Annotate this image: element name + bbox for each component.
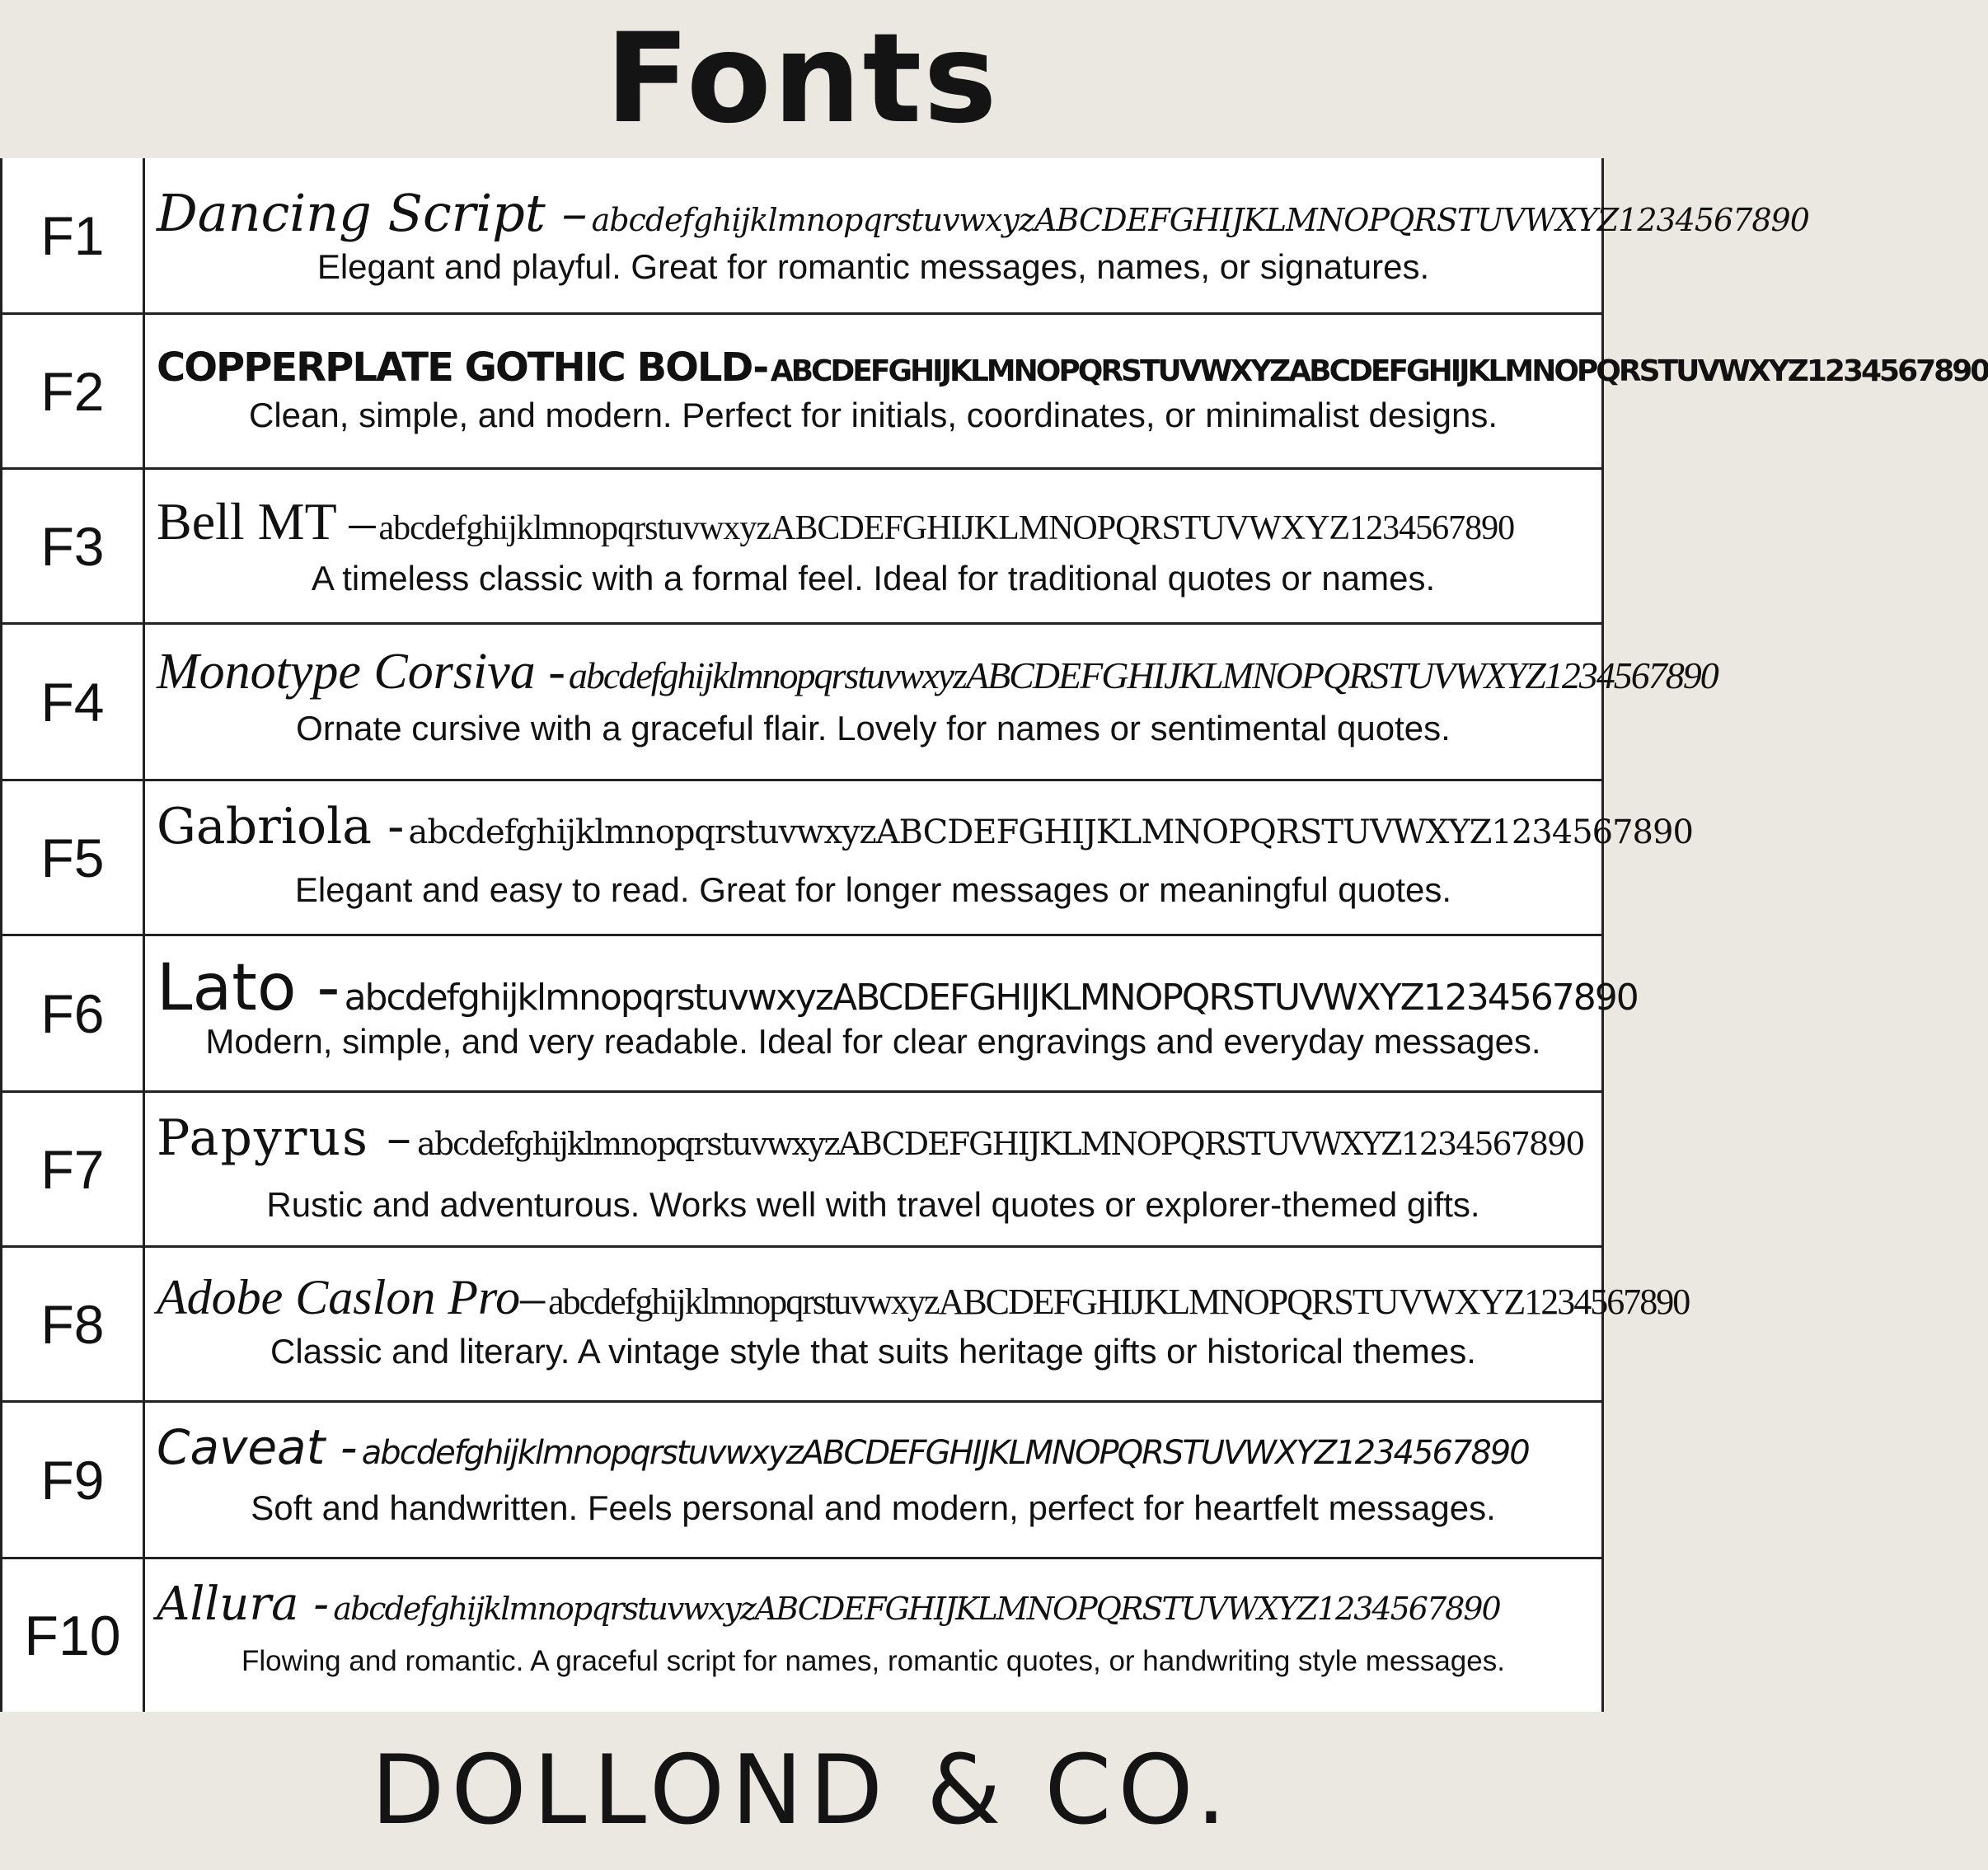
font-name: Gabriola - [157,798,405,855]
font-sample [157,344,1988,391]
font-code: F8 [2,1248,145,1400]
font-code: F5 [2,781,145,934]
font-characters: abcdefghijklmnopqrstuvwxyzABCDEFGHIJKLMNOPQRSTUVWXYZ1234567890 [591,202,1809,238]
font-description: Elegant and playful. Great for romantic messages, names, or signatures. [316,247,1430,286]
font-name: Papyrus – [157,1109,413,1167]
font-name: Caveat - [157,1419,358,1475]
font-description: Ornate cursive with a graceful flair. Lovely for names or sentimental quotes. [296,709,1451,748]
font-row-f3 [2,470,1601,625]
font-characters: abcdefghijklmnopqrstuvwxyzABCDEFGHIJKLMNOPQRSTUVWXYZ1234567890 [333,1591,1500,1627]
font-characters: abcdefghijklmnopqrstuvwxyzABCDEFGHIJKLMNOPQRSTUVWXYZ1234567890 [344,977,1638,1019]
font-sample [157,491,1596,552]
font-code: F3 [2,470,145,622]
font-description: Modern, simple, and very readable. Ideal for clear engravings and everyday messages. [205,1022,1541,1061]
font-name: Dancing Script – [157,183,588,243]
page-title: Fonts [605,7,999,151]
font-content [145,315,1988,467]
font-description: A timeless classic with a formal feel. Ideal for traditional quotes or names. [311,559,1436,598]
font-code: F6 [2,936,145,1090]
font-description: Rustic and adventurous. Works well with travel quotes or explorer-themed gifts. [266,1185,1480,1224]
font-code: F10 [2,1559,145,1712]
font-content [145,1559,1601,1712]
font-content [145,1248,1690,1400]
font-code: F4 [2,625,145,779]
font-content [145,936,1638,1090]
font-row-f10 [2,1559,1601,1712]
font-code: F7 [2,1093,145,1245]
font-description: Elegant and easy to read. Great for longer messages or meaningful quotes. [294,870,1452,909]
font-content [145,625,1718,779]
font-sample [157,1109,1596,1167]
font-row-f4 [2,625,1718,781]
font-sample [157,1577,1596,1631]
font-characters: abcdefghijklmnopqrstuvwxyzABCDEFGHIJKLMNOPQRSTUVWXYZ1234567890 [408,813,1693,851]
font-sample [157,643,1718,701]
font-code: F1 [2,158,145,312]
font-content [145,781,1693,934]
font-characters: abcdefghijklmnopqrstuvwxyzABCDEFGHIJKLMNOPQRSTUVWXYZ1234567890 [361,1434,1529,1472]
font-sample [157,1269,1690,1326]
font-row-f9 [2,1403,1601,1559]
font-description: Clean, simple, and modern. Perfect for initials, coordinates, or minimalist designs. [249,396,1498,434]
font-name: Lato - [157,951,340,1025]
font-characters: abcdefghijklmnopqrstuvwxyzABCDEFGHIJKLMNOPQRSTUVWXYZ1234567890 [548,1282,1690,1322]
font-description: Classic and literary. A vintage style that suits heritage gifts or historical themes. [270,1332,1476,1371]
font-table [0,158,1988,1712]
font-name: Adobe Caslon Pro– [157,1270,546,1324]
font-characters: abcdefghijklmnopqrstuvwxyzABCDEFGHIJKLMNOPQRSTUVWXYZ1234567890 [417,1126,1584,1162]
font-sample [157,951,1638,1025]
footer [0,1712,1604,1870]
font-content [145,1093,1601,1245]
font-description: Soft and handwritten. Feels personal and modern, perfect for heartfelt messages. [251,1488,1496,1527]
brand-logo: DOLLOND & CO. [371,1735,1233,1846]
font-content [145,470,1601,622]
font-characters: abcdefghijklmnopqrstuvwxyzABCDEFGHIJKLMNOPQRSTUVWXYZ1234567890 [568,654,1718,696]
font-code: F9 [2,1403,145,1557]
font-content [145,1403,1601,1557]
font-name: Bell MT – [157,492,376,551]
font-sample [157,183,1809,243]
font-description: Flowing and romantic. A graceful script for names, romantic quotes, or handwriting style messages. [241,1645,1505,1677]
font-sample [157,798,1693,855]
font-row-f6 [2,936,1638,1093]
font-row-f1 [2,158,1809,315]
font-row-f7 [2,1093,1601,1248]
font-content [145,158,1809,312]
font-code: F2 [2,315,145,467]
font-characters: ABCDEFGHIJKLMNOPQRSTUVWXYZABCDEFGHIJKLMNOPQRSTUVWXYZ1234567890 [770,354,1988,388]
font-name: COPPERPLATE GOTHIC BOLD- [157,344,768,391]
header [0,0,1604,158]
font-row-f5 [2,781,1693,936]
font-sample [157,1419,1596,1475]
font-characters: abcdefghijklmnopqrstuvwxyzABCDEFGHIJKLMNOPQRSTUVWXYZ1234567890 [378,509,1515,547]
font-name: Monotype Corsiva - [157,644,565,700]
font-name: Allura - [157,1577,330,1631]
font-row-f2 [2,315,1988,470]
font-row-f8 [2,1248,1690,1403]
